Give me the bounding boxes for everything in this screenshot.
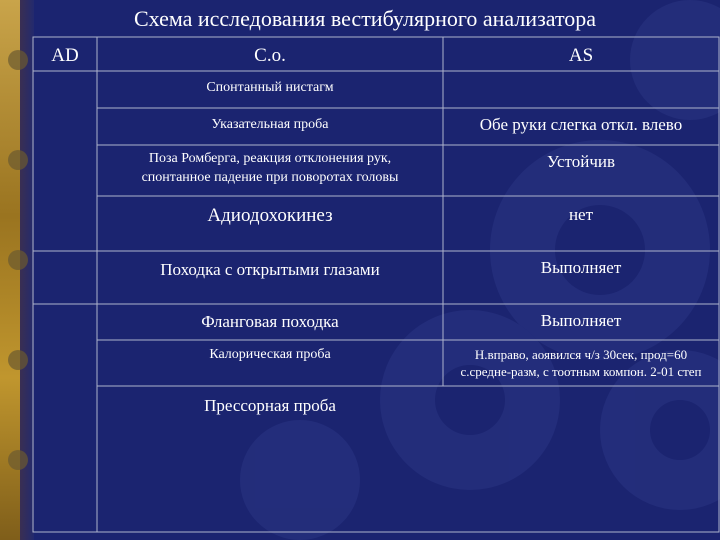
- row-pressor-test-label: Прессорная проба: [204, 396, 336, 415]
- row-gait-open-eyes-result: Выполняет: [540, 258, 622, 277]
- header-ad: AD: [51, 45, 79, 66]
- header-as: AS: [568, 45, 594, 66]
- row-flank-gait-result: Выполняет: [540, 311, 622, 330]
- row-adiadochokinesis-result: нет: [568, 205, 594, 224]
- row-caloric-test-result-1: Н.вправо, аоявился ч/з 30сек, прод=60: [474, 347, 688, 362]
- row-caloric-test-label: Калорическая проба: [209, 347, 331, 362]
- row-pointing-test-label: Указательная проба: [211, 117, 329, 132]
- page-title: Схема исследования вестибулярного анализатора: [133, 6, 597, 31]
- row-romberg-label-2: спонтанное падение при поворотах головы: [141, 170, 399, 185]
- row-romberg-label-1: Поза Ромберга, реакция отклонения рук,: [148, 151, 392, 166]
- row-caloric-test-result-2: с.средне-разм, с тоотным компон. 2-01 степ: [460, 364, 702, 379]
- header-co: С.о.: [254, 45, 286, 66]
- row-gait-open-eyes-label: Походка с открытыми глазами: [160, 260, 380, 279]
- row-adiadochokinesis-label: Адиодохокинез: [207, 205, 333, 226]
- row-spontaneous-nystagmus-label: Спонтанный нистагм: [206, 80, 334, 95]
- row-pointing-test-result: Обе руки слегка откл. влево: [479, 115, 683, 134]
- row-romberg-result: Устойчив: [546, 152, 616, 171]
- row-flank-gait-label: Фланговая походка: [201, 312, 339, 331]
